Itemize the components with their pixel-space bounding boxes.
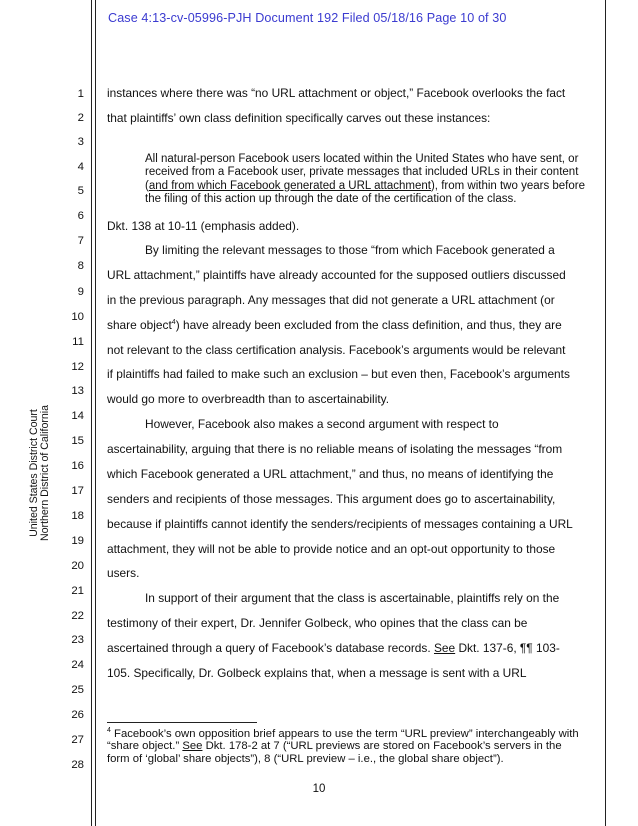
- body-text-line: senders and recipients of those messages. This argument does go to ascertainability,: [107, 492, 556, 506]
- line-number: 6: [77, 210, 84, 222]
- body-text-line: attachment, they will not be able to provide notice and an opt-out opportunity to those: [107, 542, 556, 556]
- footnote-text: Facebook’s own opposition brief appears to use the term “URL preview” interchangeably with “share object.”: [107, 728, 579, 753]
- margin-rule-left-inner: [95, 0, 96, 826]
- line-number: 23: [71, 634, 84, 646]
- quote-text: ), from within two years before the filing of this action up through the date of the certification of the class.: [145, 179, 585, 205]
- line-number: 13: [71, 385, 84, 397]
- signal-see: See: [433, 641, 456, 655]
- margin-rule-left: [91, 0, 92, 826]
- footnote-marker[interactable]: 4: [171, 319, 176, 327]
- body-text-line: because if plaintiffs cannot identify the senders/recipients of messages containing a URL: [107, 517, 573, 531]
- line-number: 21: [71, 585, 84, 597]
- text-fragment: ascertained through a query of Facebook’s database records.: [107, 641, 434, 655]
- court-district: Northern District of California: [39, 405, 51, 541]
- line-number: 26: [71, 709, 84, 721]
- footnote: [107, 728, 587, 765]
- body-text-line: instances where there was “no URL attachment or object,” Facebook overlooks the fact: [107, 86, 566, 100]
- line-number: 3: [77, 136, 84, 148]
- page-number: 10: [312, 783, 326, 795]
- line-number: 4: [77, 161, 84, 173]
- block-quote: [145, 153, 585, 206]
- body-text-line: ascertainability, arguing that there is no reliable means of isolating the messages “from: [107, 442, 563, 456]
- line-number: 9: [77, 286, 84, 298]
- quote-emphasis: and from which Facebook generated a URL attachment: [148, 179, 431, 192]
- body-text-line: [107, 641, 560, 655]
- line-number: 24: [71, 659, 84, 671]
- body-text-line: which Facebook generated a URL attachment,” and thus, no means of identifying the: [107, 467, 554, 481]
- line-number: 16: [71, 460, 84, 472]
- text-fragment: Dkt. 137-6, ¶¶ 103-: [455, 641, 560, 655]
- line-number: 12: [71, 361, 84, 373]
- line-number: 18: [71, 510, 84, 522]
- line-number: 8: [77, 260, 84, 272]
- body-text-line: that plaintiffs’ own class definition specifically carves out these instances:: [107, 111, 491, 125]
- body-text-line: However, Facebook also makes a second argument with respect to: [145, 417, 499, 431]
- quote-text: All natural-person Facebook users located within the United States who have sent, or received from a Facebook user, private messages that included URLs in their content (: [145, 153, 579, 192]
- footnote-divider: [107, 722, 257, 723]
- line-number: 22: [71, 610, 84, 622]
- text-fragment: share object: [107, 318, 172, 332]
- line-number: 2: [77, 112, 84, 124]
- case-header: Case 4:13-cv-05996-PJH Document 192 Filed 05/18/16 Page 10 of 30: [108, 11, 507, 25]
- line-number: 10: [71, 311, 84, 323]
- line-number: 5: [77, 185, 84, 197]
- margin-rule-right: [605, 0, 606, 826]
- footnote-text: Dkt. 178-2 at 7 (“URL previews are stored on Facebook’s servers in the form of ‘global’ share objects”), 8 (“URL preview – i.e., the global share object”).: [107, 740, 562, 765]
- line-number: 17: [71, 485, 84, 497]
- body-text-line: URL attachment,” plaintiffs have already accounted for the supposed outliers discussed: [107, 268, 566, 282]
- citation: Dkt. 138 at 10-11 (emphasis added).: [107, 219, 300, 233]
- body-text-line: [107, 318, 562, 332]
- line-number: 7: [77, 235, 84, 247]
- line-number: 20: [71, 560, 84, 572]
- court-name: United States District Court: [28, 409, 40, 537]
- line-number: 27: [71, 734, 84, 746]
- line-number: 19: [71, 535, 84, 547]
- body-text-line: users.: [107, 566, 140, 580]
- body-text-line: in the previous paragraph. Any messages that did not generate a URL attachment (or: [107, 293, 555, 307]
- footnote-number: 4: [107, 727, 111, 735]
- body-text-line: not relevant to the class certification analysis. Facebook’s arguments would be relevant: [107, 343, 566, 357]
- line-number: 11: [72, 336, 84, 348]
- body-text-line: 105. Specifically, Dr. Golbeck explains that, when a message is sent with a URL: [107, 666, 527, 680]
- body-text-line: By limiting the relevant messages to those “from which Facebook generated a: [145, 243, 555, 257]
- body-text-line: if plaintiffs had failed to make such an exclusion – but even then, Facebook’s arguments: [107, 367, 570, 381]
- signal-see: See: [182, 740, 203, 753]
- line-number: 14: [71, 410, 84, 422]
- text-fragment: ) have already been excluded from the class definition, and thus, they are: [175, 318, 562, 332]
- body-text-line: would go more to overbreadth than to ascertainability.: [107, 392, 390, 406]
- body-text-line: In support of their argument that the class is ascertainable, plaintiffs rely on the: [145, 591, 560, 605]
- court-sidebar: [30, 362, 50, 582]
- line-number: 1: [77, 88, 84, 100]
- line-number: 15: [71, 435, 84, 447]
- body-text-line: testimony of their expert, Dr. Jennifer Golbeck, who opines that the class can be: [107, 616, 528, 630]
- line-number: 25: [71, 684, 84, 696]
- line-number: 28: [71, 759, 84, 771]
